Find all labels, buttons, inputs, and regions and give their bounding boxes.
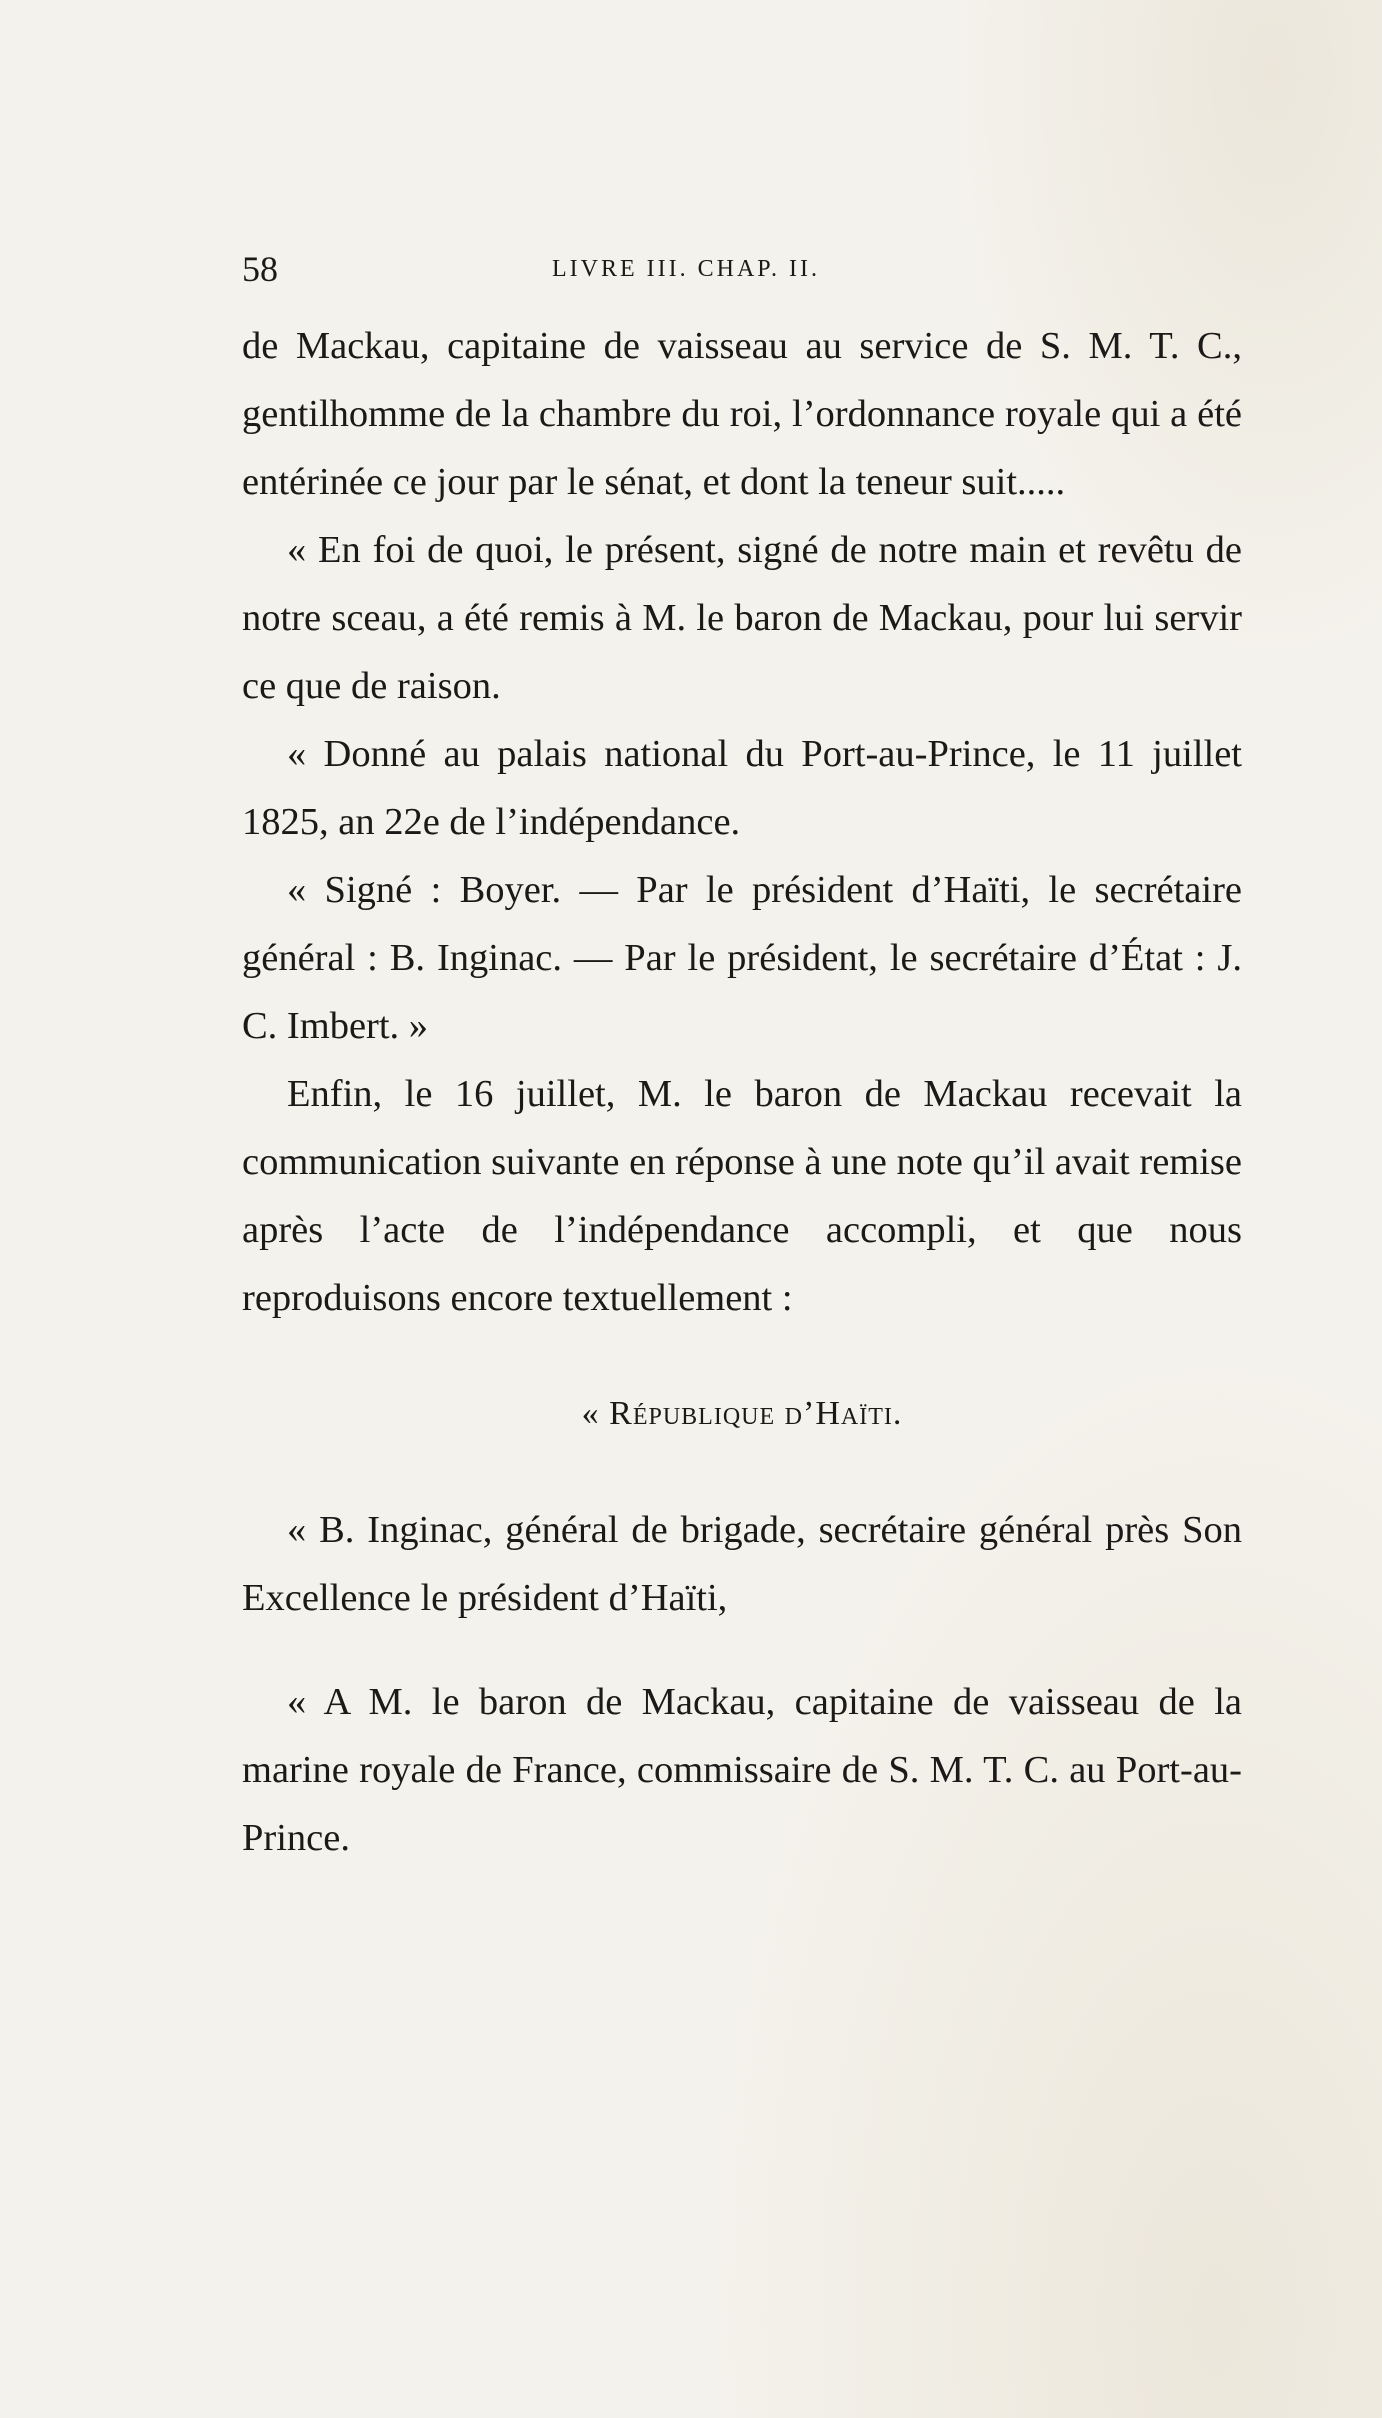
paragraph-3: « Donné au palais national du Port-au-Prince, le 11 juillet 1825, an 22e de l’indépendance. bbox=[242, 733, 1242, 843]
page-header bbox=[242, 248, 1242, 298]
page-number: 58 bbox=[242, 249, 278, 289]
letter-recipient: « A M. le baron de Mackau, capitaine de vaisseau de la marine royale de France, commissaire de S. M. T. C. au Port-au-Prince. bbox=[242, 1681, 1242, 1859]
body-text bbox=[242, 312, 1242, 1872]
section-heading: « République d’Haïti. bbox=[581, 1395, 903, 1432]
paragraph-2: « En foi de quoi, le présent, signé de notre main et revêtu de notre sceau, a été remis à M. le baron de Mackau, pour lui servir ce que de raison. bbox=[242, 529, 1242, 707]
paragraph-5: Enfin, le 16 juillet, M. le baron de Mackau recevait la communication suivante en réponse à une note qu’il avait remise après l’acte de l’indépendance accompli, et que nous reproduisons encore textuellement : bbox=[242, 1073, 1242, 1319]
running-head: LIVRE III. CHAP. II. bbox=[552, 256, 820, 282]
paragraph-4: « Signé : Boyer. — Par le président d’Haïti, le secrétaire général : B. Inginac. — Par le président, le secrétaire d’État : J. C. Imbert. » bbox=[242, 869, 1242, 1047]
letter-sender: « B. Inginac, général de brigade, secrétaire général près Son Excellence le président d’Haïti, bbox=[242, 1509, 1242, 1619]
paragraph-1: de Mackau, capitaine de vaisseau au service de S. M. T. C., gentilhomme de la chambre du roi, l’ordonnance royale qui a été entérinée ce jour par le sénat, et dont la teneur suit..... bbox=[242, 325, 1242, 503]
